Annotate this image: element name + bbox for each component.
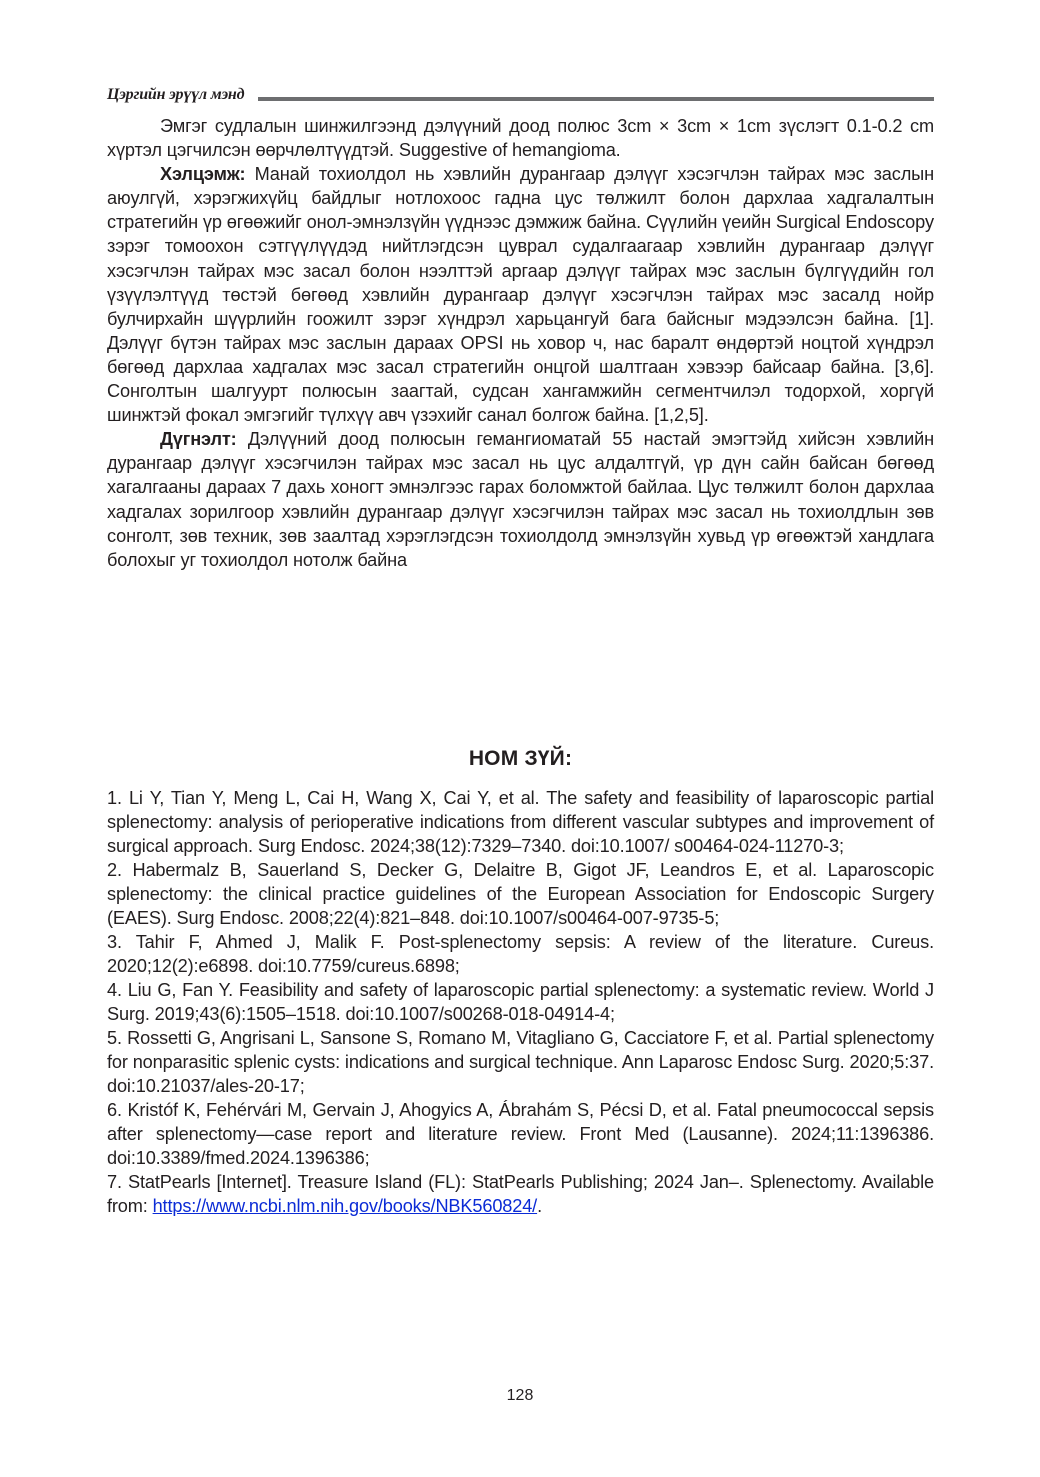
page-number: 128	[506, 1387, 534, 1404]
conclusion-paragraph	[107, 427, 934, 572]
discussion-paragraph	[107, 162, 934, 427]
header-rule	[258, 97, 934, 101]
reference-item: 6. Kristóf K, Fehérvári M, Gervain J, Ahogyics A, Ábrahám S, Pécsi D, et al. Fatal pneumococcal sepsis after splenectomy—case report and literature review. Front Med (Lausanne). 2024;11:1396386. doi:10.3389/fmed.2024.1396386;	[107, 1100, 934, 1168]
pathology-paragraph: Эмгэг судлалын шинжилгээнд дэлүүний доод полюс 3cm × 3cm × 1cm зүслэгт 0.1-0.2 cm хүртэл цэгчилсэн өөрчлөлтүүдтэй. Suggestive of hemangioma.	[107, 116, 934, 161]
reference-7-suffix: .	[537, 1196, 542, 1216]
reference-7-link[interactable]: https://www.ncbi.nlm.nih.gov/books/NBK560824/	[152, 1196, 538, 1216]
article-body	[107, 114, 934, 572]
reference-item: 2. Habermalz B, Sauerland S, Decker G, Delaitre B, Gigot JF, Leandros E, et al. Laparoscopic splenectomy: the clinical practice guidelines of the European Association for Endoscopic Surgery (EAES). Surg Endosc. 2008;22(4):821–848. doi:10.1007/s00464-007-9735-5;	[107, 860, 934, 928]
reference-7-text: 7. StatPearls [Internet]. Treasure Island (FL): StatPearls Publishing; 2024 Jan–. Splenectomy. Available from:	[107, 1172, 934, 1216]
references-heading: НОМ ЗҮЙ:	[468, 747, 573, 770]
reference-item	[107, 1170, 934, 1218]
references-list	[107, 786, 934, 1218]
discussion-text: Манай тохиолдол нь хэвлийн дурангаар дэлүүг хэсэгчлэн тайрах мэс заслын аюулгүй, хэрэгжихүйц байдлыг нотлохоос гадна цус төлжилт болон дархлаа хадгалалтын стратегийн үр өгөөжийг онол-эмнэлзүйн үүднээс дэмжиж байна. Сүүлийн үеийн Surgical Endoscopy зэрэг томоохон сэтгүүлүүдэд нийтлэгдсэн цуврал судалгаагаар хэвлийн дурангаар дэлүүг хэсэгчлэн тайрах мэс засал болон нээлттэй аргаар дэлүүг тайрах мэс заслын бүлгүүдийн гол үзүүлэлтүүд төстэй бөгөөд хэвлийн дурангаар дэлүүг хэсэгчлэн тайрах мэс засалд нойр булчирхайн шүүрлийн гоожилт зэрэг хүндрэл харьцангуй бага байсныг мэдээлсэн байна. [1]. Дэлүүг бүтэн тайрах мэс заслын дараах OPSI нь ховор ч, нас баралт өндөртэй ноцтой хүндрэл бөгөөд дархлаа хадгалах мэс засал стратегийн онцгой шалтгаан хэвээр байсаар байна. [3,6]. Сонголтын шалгуурт полюсын заагтай, судсан хангамжийн сегментчилэл тодорхой, хоргүй шинжтэй фокал эмгэгийг түлхүү авч үзэхийг санал болгож байна. [1,2,5].	[107, 164, 934, 426]
running-header	[107, 84, 934, 106]
reference-item: 3. Tahir F, Ahmed J, Malik F. Post-splenectomy sepsis: A review of the literature. Cureus. 2020;12(2):e6898. doi:10.7759/cureus.6898;	[107, 932, 934, 976]
reference-item: 4. Liu G, Fan Y. Feasibility and safety of laparoscopic partial splenectomy: a systematic review. World J Surg. 2019;43(6):1505–1518. doi:10.1007/s00268-018-04914-4;	[107, 980, 934, 1024]
conclusion-label: Дүгнэлт:	[160, 429, 237, 450]
reference-item: 1. Li Y, Tian Y, Meng L, Cai H, Wang X, Cai Y, et al. The safety and feasibility of laparoscopic partial splenectomy: analysis of perioperative indications from different vascular subtypes and improvement of surgical approach. Surg Endosc. 2024;38(12):7329–7340. doi:10.1007/ s00464-024-11270-3;	[107, 788, 934, 856]
discussion-label: Хэлцэмж:	[160, 164, 246, 185]
journal-title: Цэргийн эрүүл мэнд	[107, 86, 245, 103]
conclusion-text: Дэлүүний доод полюсын гемангиоматай 55 настай эмэгтэйд хийсэн хэвлийн дурангаар дэлүүг хэсэгчилэн тайрах мэс засал нь цус алдалтгүй, үр дүн сайн байсан бөгөөд хагалгааны дараах 7 дахь хоногт эмнэлгээс гарах боломжтой байлаа. Цус төлжилт болон дархлаа хадгалах зорилгоор хэвлийн дурангаар дэлүүг хэсэгчилэн тайрах мэс засал нь тохиолдлын зөв сонголт, зөв техник, зөв заалтад хэрэглэгдсэн тохиолдолд эмнэлзүйн хувьд үр өгөөжтэй хандлага болохыг уг тохиолдол нотолж байна	[107, 429, 934, 570]
reference-item: 5. Rossetti G, Angrisani L, Sansone S, Romano M, Vitagliano G, Cacciatore F, et al. Partial splenectomy for nonparasitic splenic cysts: indications and surgical technique. Ann Laparosc Endosc Surg. 2020;5:37. doi:10.21037/ales-20-17;	[107, 1028, 934, 1096]
